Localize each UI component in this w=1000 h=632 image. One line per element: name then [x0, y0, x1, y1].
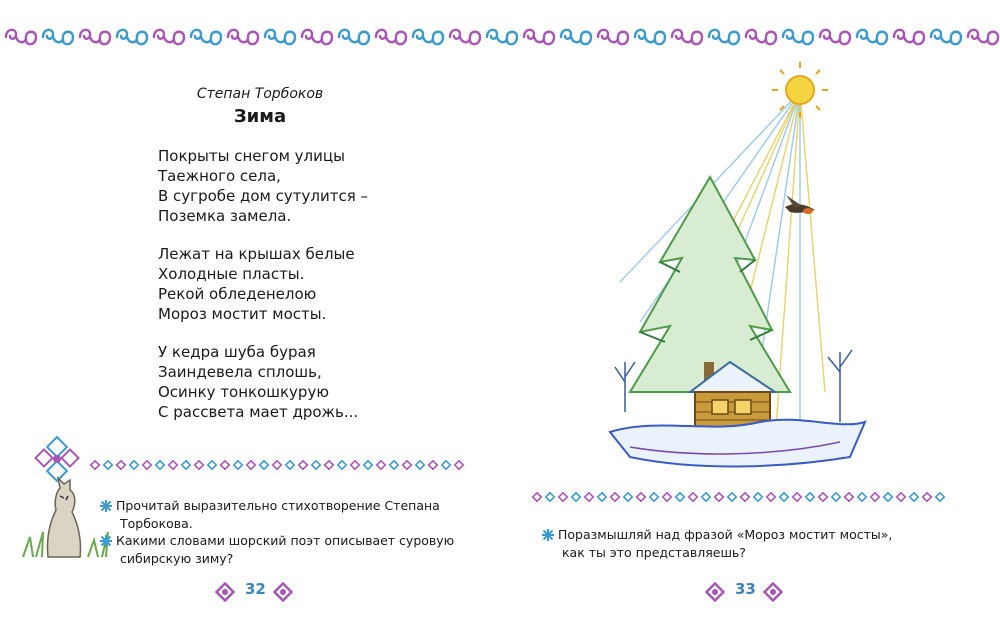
spiral-ornament-icon — [376, 30, 406, 44]
task-3-line-1: Поразмышляй над фразой «Мороз мостит мосты», — [558, 527, 893, 542]
winter-scene-illustration — [600, 62, 870, 472]
divider-diamond-icon — [416, 461, 424, 469]
spiral-ornament-icon — [783, 30, 813, 44]
top-ornament-border — [0, 22, 1000, 52]
poem-line: Мороз мостит мосты. — [158, 305, 327, 323]
divider-diamond-icon — [533, 493, 541, 501]
spiral-ornament-icon — [191, 30, 221, 44]
divider-diamond-icon — [104, 461, 112, 469]
divider-diamond-icon — [611, 493, 619, 501]
divider-diamond-icon — [819, 493, 827, 501]
spiral-ornament-icon — [968, 30, 998, 44]
spiral-ornament-icon — [487, 30, 517, 44]
poem-line: С рассвета мает дрожь... — [158, 403, 359, 421]
task-3 — [542, 526, 892, 562]
task-2-line-1: Какими словами шорский поэт описывает суровую — [116, 533, 455, 548]
divider-diamond-icon — [117, 461, 125, 469]
spiral-ornament-icon — [265, 30, 295, 44]
divider-diamond-icon — [156, 461, 164, 469]
divider-diamond-icon — [897, 493, 905, 501]
divider-diamond-icon — [442, 461, 450, 469]
knot-ornament-icon — [272, 581, 294, 603]
spiral-ornament-icon — [931, 30, 961, 44]
divider-diamond-icon — [806, 493, 814, 501]
task-3-line-2: как ты это представляешь? — [562, 545, 746, 560]
poem-author: Степан Торбоков — [196, 86, 324, 102]
divider-diamond-icon — [390, 461, 398, 469]
spiral-ornament-icon — [894, 30, 924, 44]
spiral-ornament-icon — [43, 30, 73, 44]
divider-diamond-icon — [780, 493, 788, 501]
knot-ornament-icon — [214, 581, 236, 603]
divider-diamond-icon — [546, 493, 554, 501]
divider-diamond-icon — [676, 493, 684, 501]
divider-diamond-icon — [637, 493, 645, 501]
divider-diamond-icon — [559, 493, 567, 501]
snowflake-bullet-icon — [100, 500, 112, 512]
divider-diamond-icon — [299, 461, 307, 469]
divider-diamond-icon — [338, 461, 346, 469]
poem-line: Заиндевела сплошь, — [158, 363, 322, 381]
spiral-ornament-icon — [746, 30, 776, 44]
spiral-ornament-icon — [154, 30, 184, 44]
spiral-ornament-icon — [857, 30, 887, 44]
poem-stanza-3 — [158, 342, 358, 422]
divider-diamond-icon — [234, 461, 242, 469]
page-number-left: 32 — [245, 580, 266, 598]
spiral-ornament-icon — [413, 30, 443, 44]
divider-diamond-icon — [845, 493, 853, 501]
poem-line: Рекой обледенелою — [158, 285, 317, 303]
divider-diamond-icon — [455, 461, 463, 469]
divider-diamond-icon — [767, 493, 775, 501]
task-1 — [100, 497, 440, 533]
divider-diamond-icon — [221, 461, 229, 469]
divider-diamond-icon — [247, 461, 255, 469]
spiral-ornament-icon — [117, 30, 147, 44]
divider-diamond-icon — [169, 461, 177, 469]
spiral-ornament-icon — [820, 30, 850, 44]
ornament-medallion-icon — [36, 437, 79, 481]
divider-diamond-icon — [429, 461, 437, 469]
poem-line: Лежат на крышах белые — [158, 245, 355, 263]
spiral-ornament-icon — [80, 30, 110, 44]
divider-diamond-icon — [273, 461, 281, 469]
divider-diamond-icon — [286, 461, 294, 469]
spiral-ornament-icon — [672, 30, 702, 44]
divider-diamond-icon — [182, 461, 190, 469]
poem-stanza-1 — [158, 146, 368, 226]
divider-diamond-icon — [650, 493, 658, 501]
divider-diamond-icon — [208, 461, 216, 469]
task-2 — [100, 532, 454, 568]
divider-diamond-icon — [832, 493, 840, 501]
spiral-ornament-icon — [339, 30, 369, 44]
divider-diamond-icon — [572, 493, 580, 501]
spiral-ornament-icon — [635, 30, 665, 44]
divider-diamond-icon — [702, 493, 710, 501]
left-ornament-divider — [88, 460, 476, 470]
spiral-ornament-icon — [6, 30, 36, 44]
right-ornament-divider — [530, 492, 950, 502]
poem-line: Поземка замела. — [158, 207, 292, 225]
divider-diamond-icon — [624, 493, 632, 501]
spiral-ornament-icon — [450, 30, 480, 44]
divider-diamond-icon — [715, 493, 723, 501]
divider-diamond-icon — [325, 461, 333, 469]
divider-diamond-icon — [377, 461, 385, 469]
knot-ornament-icon — [704, 581, 726, 603]
poem-stanza-2 — [158, 244, 355, 324]
task-1-line-2: Торбокова. — [120, 516, 193, 531]
knot-ornament-icon — [762, 581, 784, 603]
divider-diamond-icon — [91, 461, 99, 469]
divider-diamond-icon — [936, 493, 944, 501]
divider-diamond-icon — [663, 493, 671, 501]
poem-line: Холодные пласты. — [158, 265, 305, 283]
task-2-line-2: сибирскую зиму? — [120, 551, 234, 566]
divider-diamond-icon — [351, 461, 359, 469]
task-1-line-1: Прочитай выразительно стихотворение Степана — [116, 498, 440, 513]
divider-diamond-icon — [728, 493, 736, 501]
divider-diamond-icon — [754, 493, 762, 501]
divider-diamond-icon — [871, 493, 879, 501]
snow-ground — [610, 420, 865, 467]
divider-diamond-icon — [585, 493, 593, 501]
spiral-ornament-icon — [302, 30, 332, 44]
divider-diamond-icon — [130, 461, 138, 469]
divider-diamond-icon — [923, 493, 931, 501]
divider-diamond-icon — [689, 493, 697, 501]
divider-diamond-icon — [403, 461, 411, 469]
divider-diamond-icon — [793, 493, 801, 501]
divider-diamond-icon — [312, 461, 320, 469]
spiral-ornament-icon — [709, 30, 739, 44]
divider-diamond-icon — [858, 493, 866, 501]
poem-line: Осинку тонкошкурую — [158, 383, 329, 401]
spiral-ornament-icon — [228, 30, 258, 44]
snowflake-bullet-icon — [100, 535, 112, 547]
spiral-ornament-icon — [524, 30, 554, 44]
divider-diamond-icon — [598, 493, 606, 501]
spiral-ornament-icon — [561, 30, 591, 44]
divider-diamond-icon — [143, 461, 151, 469]
divider-diamond-icon — [260, 461, 268, 469]
page-number-right: 33 — [735, 580, 756, 598]
divider-diamond-icon — [364, 461, 372, 469]
divider-diamond-icon — [741, 493, 749, 501]
poem-line: У кедра шуба бурая — [158, 343, 316, 361]
snowflake-bullet-icon — [542, 529, 554, 541]
divider-diamond-icon — [884, 493, 892, 501]
poem-line: В сугробе дом сутулится – — [158, 187, 368, 205]
spiral-ornament-icon — [598, 30, 628, 44]
poem-title: Зима — [233, 106, 287, 127]
poem-line: Покрыты снегом улицы — [158, 147, 345, 165]
poem-line: Таежного села, — [158, 167, 281, 185]
divider-diamond-icon — [910, 493, 918, 501]
divider-diamond-icon — [195, 461, 203, 469]
